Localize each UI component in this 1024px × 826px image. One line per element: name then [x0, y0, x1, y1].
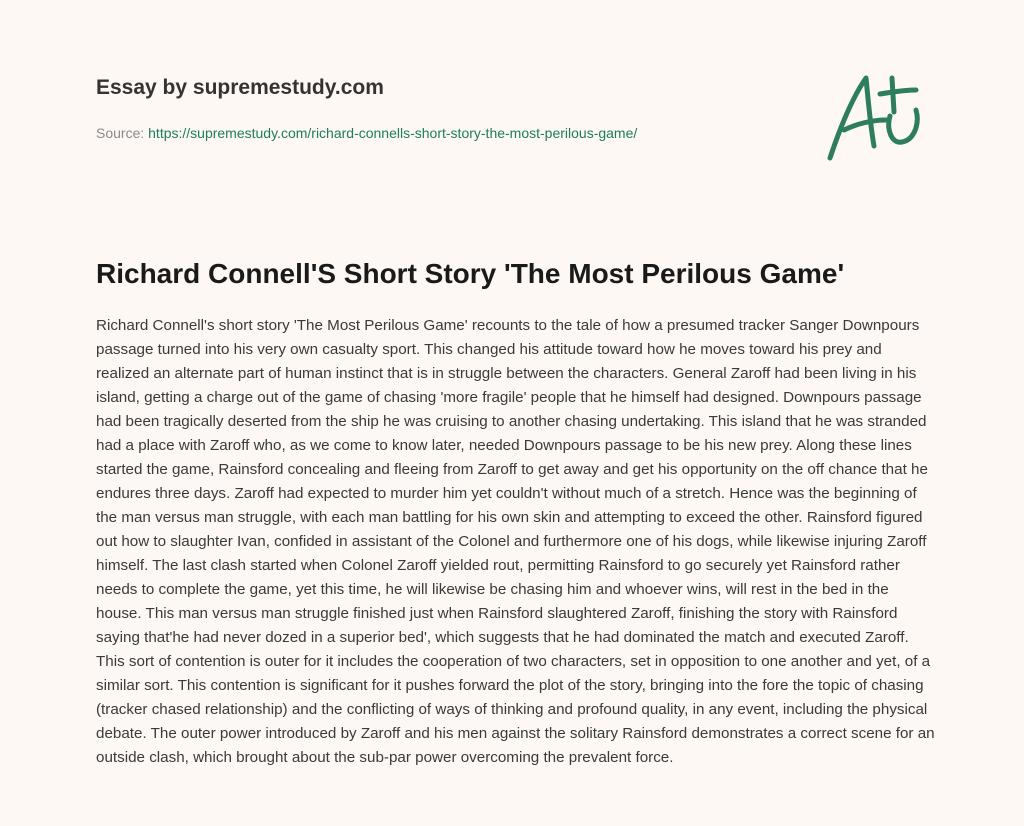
- essay-header: [96, 74, 796, 142]
- article-title: Richard Connell'S Short Story 'The Most Perilous Game': [96, 258, 845, 289]
- essay-by-heading: Essay by supremestudy.com: [96, 76, 384, 99]
- source-link[interactable]: https://supremestudy.com/richard-connells-short-story-the-most-perilous-game/: [148, 125, 638, 141]
- article-body: Richard Connell's short story 'The Most Perilous Game' recounts to the tale of how a presumed tracker Sanger Downpours passage turned into his very own casualty sport. This changed his attitude toward how he moves toward his prey and realized an alternate part of human instinct that is in struggle between the characters. General Zaroff had been living in his island, getting a charge out of the game of chasing 'more fragile' people that he himself had designed. Downpours passage had been tragically deserted from the ship he was cruising to another chasing undertaking. This island that he was stranded had a place with Zaroff who, as we come to know later, needed Downpours passage to be his new prey. Along these lines started the game, Rainsford concealing and fleeing from Zaroff to get away and get his opportunity on the off chance that he endures three days. Zaroff had expected to murder him yet couldn't without much of a stretch. Hence was the beginning of the man versus man struggle, with each man battling for his own skin and attempting to exceed the other. Rainsford figured out how to slaughter Ivan, confided in assistant of the Colonel and furthermore one of his dogs, while likewise injuring Zaroff himself. The last clash started when Colonel Zaroff yielded rout, permitting Rainsford to go securely yet Rainsford rather needs to complete the game, yet this time, he will likewise be chasing him and whoever wins, will rest in the bed in the house. This man versus man struggle finished just when Rainsford slaughtered Zaroff, finishing the story with Rainsford saying that'he had never dozed in a superior bed', which suggests that he had dominated the match and executed Zaroff. This sort of contention is outer for it includes the cooperation of two characters, set in opposition to one another and yet, of a similar sort. This contention is significant for it pushes forward the plot of the story, bringing into the fore the topic of chasing (tracker chased relationship) and the conflicting of ways of thinking and profound quality, in any event, including the physical debate. The outer power introduced by Zaroff and his men against the solitary Rainsford demonstrates a correct scene for an outside clash, which brought about the sub-par power overcoming the prevalent force.: [96, 317, 935, 766]
- source-label: Source:: [96, 125, 145, 141]
- a-plus-logo-icon: [822, 68, 928, 166]
- source-line: [96, 124, 796, 142]
